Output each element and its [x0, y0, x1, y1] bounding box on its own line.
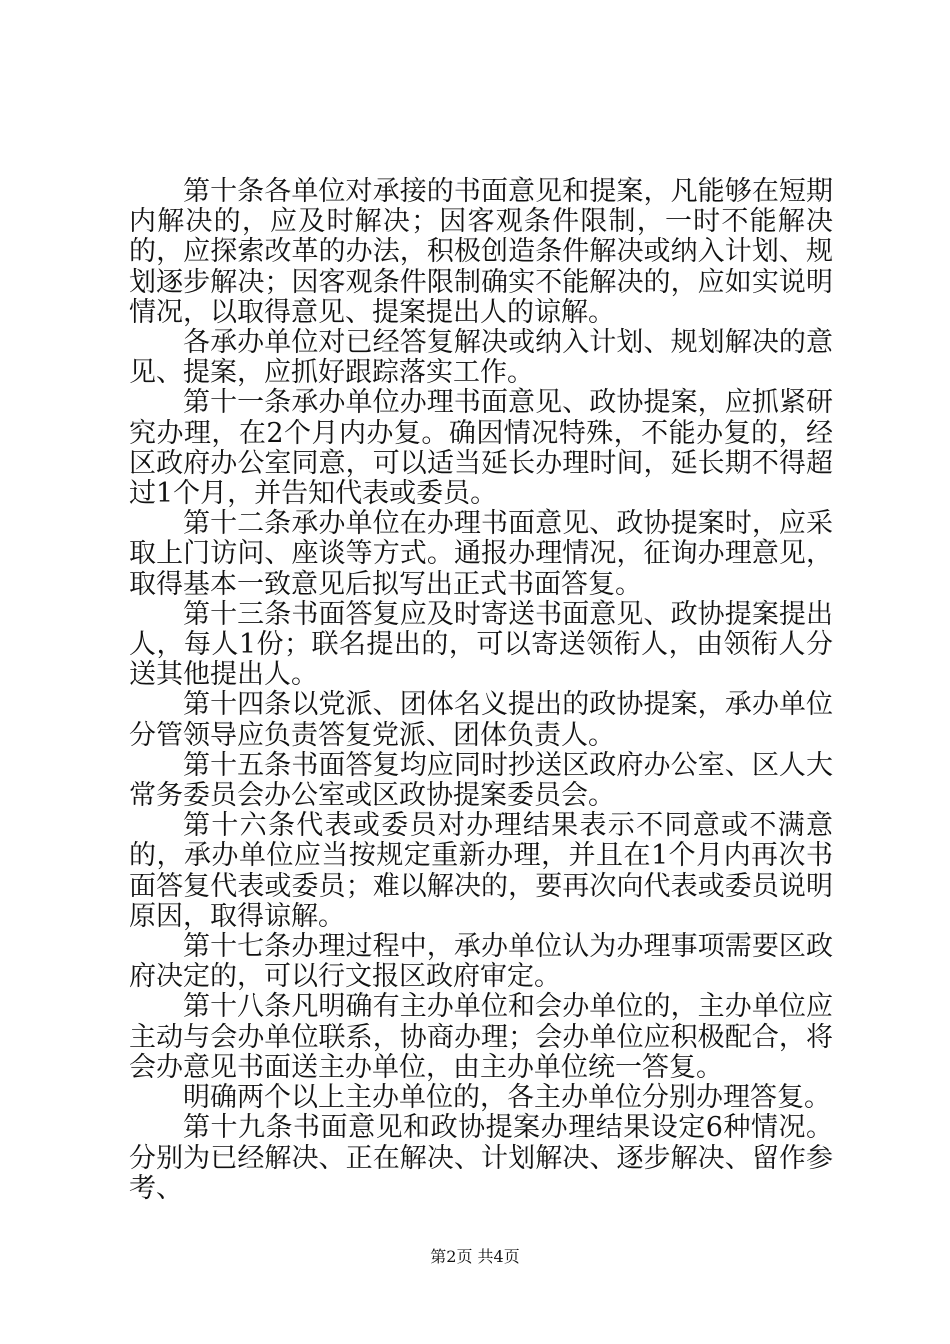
paragraph-article-16: 第十六条代表或委员对办理结果表示不同意或不满意的，承办单位应当按规定重新办理，并且在1个月内再次书面答复代表或委员；难以解决的，要再次向代表或委员说明原因，取得谅解。 — [129, 810, 833, 932]
paragraph-article-14: 第十四条以党派、团体名义提出的政协提案，承办单位分管领导应负责答复党派、团体负责人。 — [129, 689, 833, 751]
document-body — [129, 177, 833, 1204]
paragraph-article-11: 第十一条承办单位办理书面意见、政协提案，应抓紧研究办理，在2个月内办复。确因情况特殊，不能办复的，经区政府办公室同意，可以适当延长办理时间，延长期不得超过1个月，并告知代表或委员。 — [129, 387, 833, 510]
paragraph-article-12: 第十二条承办单位在办理书面意见、政协提案时，应采取上门访问、座谈等方式。通报办理情况，征询办理意见，取得基本一致意见后拟写出正式书面答复。 — [129, 508, 833, 600]
paragraph-article-15: 第十五条书面答复均应同时抄送区政府办公室、区人大常务委员会办公室或区政协提案委员会。 — [129, 749, 833, 812]
paragraph-follow-up: 各承办单位对已经答复解决或纳入计划、规划解决的意见、提案，应抓好跟踪落实工作。 — [129, 327, 833, 389]
paragraph-article-17: 第十七条办理过程中，承办单位认为办理事项需要区政府决定的，可以行文报区政府审定。 — [129, 931, 833, 993]
paragraph-multiple-hosts: 明确两个以上主办单位的，各主办单位分别办理答复。 — [183, 1082, 831, 1114]
page-footer — [0, 1246, 950, 1268]
page-number-label: 第2页 共4页 — [430, 1247, 520, 1266]
paragraph-article-10: 第十条各单位对承接的书面意见和提案，凡能够在短期内解决的，应及时解决；因客观条件限制，一时不能解决的，应探索改革的办法，积极创造条件解决或纳入计划、规划逐步解决；因客观条件限制确实不能解决的，应如实说明情况，以取得意见、提案提出人的谅解。 — [129, 176, 833, 328]
paragraph-article-19: 第十九条书面意见和政协提案办理结果设定6种情况。分别为已经解决、正在解决、计划解决、逐步解决、留作参考、 — [129, 1112, 833, 1204]
paragraph-article-18: 第十八条凡明确有主办单位和会办单位的，主办单位应主动与会办单位联系，协商办理；会办单位应积极配合，将会办意见书面送主办单位，由主办单位统一答复。 — [129, 991, 833, 1083]
paragraph-article-13: 第十三条书面答复应及时寄送书面意见、政协提案提出人，每人1份；联名提出的，可以寄送领衔人，由领衔人分送其他提出人。 — [129, 598, 833, 691]
